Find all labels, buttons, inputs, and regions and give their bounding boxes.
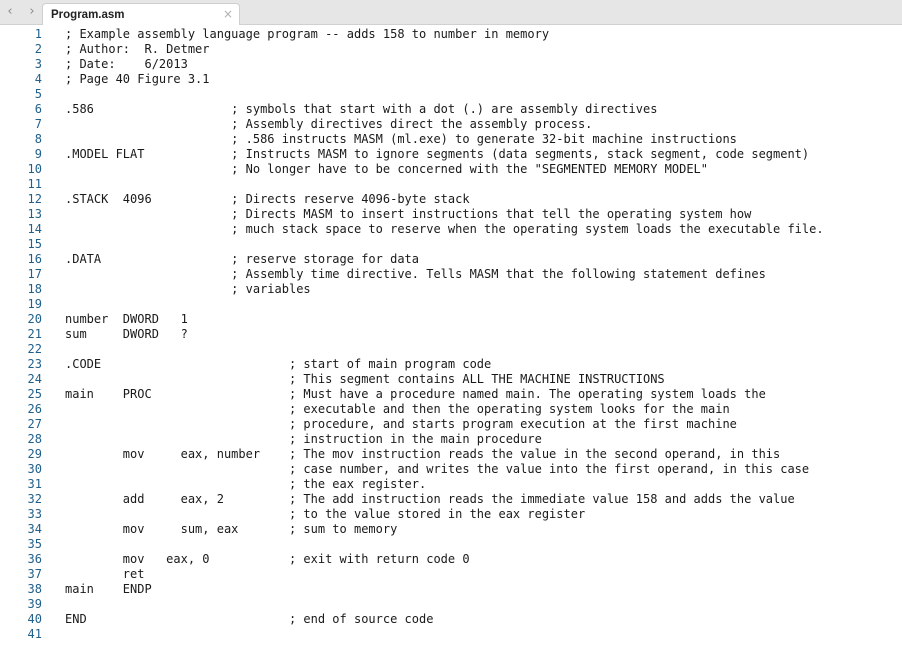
code-line: ; Assembly time directive. Tells MASM that the following statement defines <box>65 267 766 281</box>
line-number: 28 <box>27 432 42 446</box>
code-line: mov eax, 0 ; exit with return code 0 <box>65 552 470 566</box>
line-number: 25 <box>27 387 42 401</box>
tab-program-asm[interactable] <box>42 3 240 25</box>
line-number: 34 <box>27 522 42 536</box>
line-number: 14 <box>27 222 42 236</box>
line-number: 33 <box>27 507 42 521</box>
code-line: .586 ; symbols that start with a dot (.) are assembly directives <box>65 102 658 116</box>
line-number: 18 <box>27 282 42 296</box>
code-line: .MODEL FLAT ; Instructs MASM to ignore segments (data segments, stack segment, code segment) <box>65 147 810 161</box>
code-line: ; Assembly directives direct the assembly process. <box>65 117 593 131</box>
forward-arrow-icon[interactable]: › <box>29 4 35 19</box>
code-line: ; to the value stored in the eax register <box>65 507 586 521</box>
line-number: 21 <box>27 327 42 341</box>
line-number: 32 <box>27 492 42 506</box>
code-line: ; Author: R. Detmer <box>65 42 210 56</box>
line-number: 22 <box>27 342 42 356</box>
line-number: 37 <box>27 567 42 581</box>
line-number: 10 <box>27 162 42 176</box>
line-number: 27 <box>27 417 42 431</box>
code-line: ret <box>65 567 145 581</box>
code-line: ; variables <box>65 282 311 296</box>
code-line: ; much stack space to reserve when the operating system loads the executable file. <box>65 222 824 236</box>
line-number-gutter <box>0 25 48 648</box>
code-line: sum DWORD ? <box>65 327 188 341</box>
code-line: ; .586 instructs MASM (ml.exe) to generate 32-bit machine instructions <box>65 132 737 146</box>
line-number: 2 <box>34 42 42 56</box>
code-line: .STACK 4096 ; Directs reserve 4096-byte stack <box>65 192 470 206</box>
line-number: 40 <box>27 612 42 626</box>
line-number: 1 <box>34 27 42 41</box>
line-number: 5 <box>34 87 42 101</box>
tab-bar <box>0 0 902 25</box>
line-number: 41 <box>27 627 42 641</box>
code-line: ; No longer have to be concerned with the "SEGMENTED MEMORY MODEL" <box>65 162 708 176</box>
code-line: ; Date: 6/2013 <box>65 57 188 71</box>
code-line: ; case number, and writes the value into the first operand, in this case <box>65 462 810 476</box>
code-line: mov sum, eax ; sum to memory <box>65 522 398 536</box>
code-line: ; the eax register. <box>65 477 427 491</box>
code-area[interactable] <box>65 25 902 648</box>
line-number: 29 <box>27 447 42 461</box>
line-number: 12 <box>27 192 42 206</box>
code-line: .CODE ; start of main program code <box>65 357 492 371</box>
code-line: main PROC ; Must have a procedure named main. The operating system loads the <box>65 387 766 401</box>
line-number: 6 <box>34 102 42 116</box>
code-line: END ; end of source code <box>65 612 434 626</box>
line-number: 31 <box>27 477 42 491</box>
line-number: 36 <box>27 552 42 566</box>
line-number: 7 <box>34 117 42 131</box>
code-line: ; executable and then the operating system looks for the main <box>65 402 730 416</box>
code-line: ; procedure, and starts program execution at the first machine <box>65 417 737 431</box>
line-number: 20 <box>27 312 42 326</box>
line-number: 24 <box>27 372 42 386</box>
code-editor[interactable] <box>0 25 902 648</box>
line-number: 15 <box>27 237 42 251</box>
tab-title: Program.asm <box>51 9 125 21</box>
line-number: 26 <box>27 402 42 416</box>
line-number: 17 <box>27 267 42 281</box>
line-number: 16 <box>27 252 42 266</box>
code-line: ; This segment contains ALL THE MACHINE INSTRUCTIONS <box>65 372 665 386</box>
code-line: ; Directs MASM to insert instructions that tell the operating system how <box>65 207 752 221</box>
code-line: .DATA ; reserve storage for data <box>65 252 420 266</box>
line-number: 35 <box>27 537 42 551</box>
line-number: 30 <box>27 462 42 476</box>
line-number: 8 <box>34 132 42 146</box>
code-line: ; instruction in the main procedure <box>65 432 542 446</box>
line-number: 4 <box>34 72 42 86</box>
back-arrow-icon[interactable]: ‹ <box>7 4 13 19</box>
code-line: mov eax, number ; The mov instruction reads the value in the second operand, in this <box>65 447 781 461</box>
code-line: ; Page 40 Figure 3.1 <box>65 72 210 86</box>
code-line: ; Example assembly language program -- adds 158 to number in memory <box>65 27 550 41</box>
line-number: 3 <box>34 57 42 71</box>
line-number: 19 <box>27 297 42 311</box>
line-number: 39 <box>27 597 42 611</box>
line-number: 13 <box>27 207 42 221</box>
code-line: number DWORD 1 <box>65 312 188 326</box>
line-number: 23 <box>27 357 42 371</box>
line-number: 38 <box>27 582 42 596</box>
line-number: 9 <box>34 147 42 161</box>
code-line: main ENDP <box>65 582 152 596</box>
line-number: 11 <box>27 177 42 191</box>
code-line: add eax, 2 ; The add instruction reads the immediate value 158 and adds the value <box>65 492 795 506</box>
close-icon[interactable]: × <box>222 7 233 21</box>
